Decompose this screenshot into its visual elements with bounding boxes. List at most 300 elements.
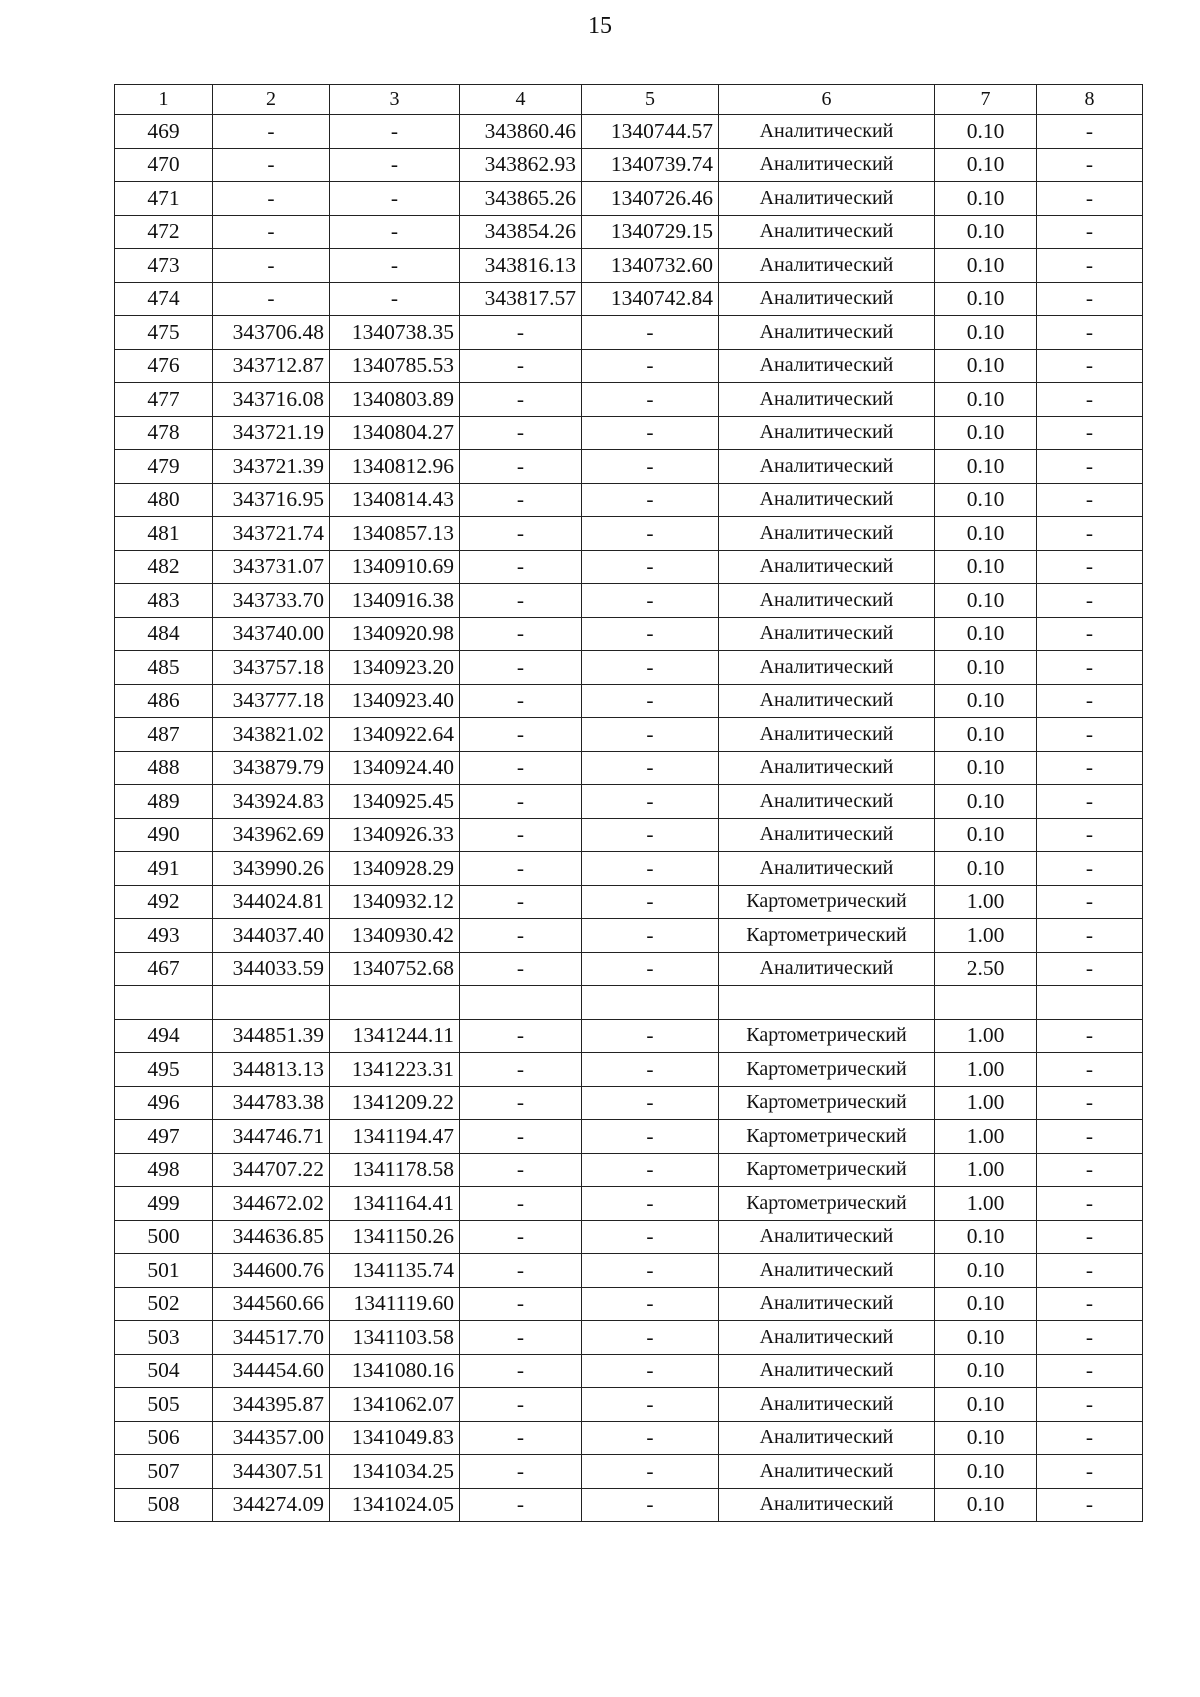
x-coordinate-cell: 343721.39 bbox=[213, 450, 330, 484]
table-row bbox=[115, 919, 1143, 953]
new-y-coordinate-cell: - bbox=[582, 584, 719, 618]
column-header-6: 6 bbox=[719, 85, 935, 115]
note-cell: - bbox=[1037, 785, 1143, 819]
note-cell: - bbox=[1037, 1187, 1143, 1221]
x-coordinate-cell: 343879.79 bbox=[213, 751, 330, 785]
y-coordinate-cell: 1341194.47 bbox=[330, 1120, 460, 1154]
x-coordinate-cell: 344851.39 bbox=[213, 1019, 330, 1053]
note-cell: - bbox=[1037, 483, 1143, 517]
new-y-coordinate-cell: - bbox=[582, 550, 719, 584]
point-number-cell: 508 bbox=[115, 1488, 213, 1522]
y-coordinate-cell: 1341209.22 bbox=[330, 1086, 460, 1120]
point-number-cell: 502 bbox=[115, 1287, 213, 1321]
new-x-coordinate-cell bbox=[460, 986, 582, 1020]
method-cell: Аналитический bbox=[719, 1388, 935, 1422]
new-x-coordinate-cell: - bbox=[460, 818, 582, 852]
table-row bbox=[115, 483, 1143, 517]
note-cell: - bbox=[1037, 1086, 1143, 1120]
y-coordinate-cell: 1341178.58 bbox=[330, 1153, 460, 1187]
point-number-cell: 467 bbox=[115, 952, 213, 986]
new-x-coordinate-cell: - bbox=[460, 852, 582, 886]
note-cell: - bbox=[1037, 416, 1143, 450]
point-number-cell: 506 bbox=[115, 1421, 213, 1455]
precision-cell: 0.10 bbox=[935, 316, 1037, 350]
method-cell: Картометрический bbox=[719, 885, 935, 919]
x-coordinate-cell: - bbox=[213, 282, 330, 316]
new-y-coordinate-cell: - bbox=[582, 1455, 719, 1489]
new-y-coordinate-cell: - bbox=[582, 651, 719, 685]
new-x-coordinate-cell: - bbox=[460, 1019, 582, 1053]
method-cell bbox=[719, 986, 935, 1020]
new-y-coordinate-cell: - bbox=[582, 684, 719, 718]
table-row bbox=[115, 1220, 1143, 1254]
precision-cell: 0.10 bbox=[935, 450, 1037, 484]
x-coordinate-cell: 343721.19 bbox=[213, 416, 330, 450]
method-cell: Аналитический bbox=[719, 651, 935, 685]
note-cell: - bbox=[1037, 584, 1143, 618]
precision-cell: 0.10 bbox=[935, 1455, 1037, 1489]
precision-cell: 0.10 bbox=[935, 182, 1037, 216]
note-cell: - bbox=[1037, 1019, 1143, 1053]
point-number-cell: 496 bbox=[115, 1086, 213, 1120]
new-x-coordinate-cell: - bbox=[460, 1354, 582, 1388]
x-coordinate-cell: 344746.71 bbox=[213, 1120, 330, 1154]
table-row bbox=[115, 1053, 1143, 1087]
y-coordinate-cell: 1341119.60 bbox=[330, 1287, 460, 1321]
new-y-coordinate-cell: 1340744.57 bbox=[582, 115, 719, 149]
y-coordinate-cell: 1340920.98 bbox=[330, 617, 460, 651]
precision-cell: 0.10 bbox=[935, 718, 1037, 752]
y-coordinate-cell: 1341244.11 bbox=[330, 1019, 460, 1053]
column-header-1: 1 bbox=[115, 85, 213, 115]
y-coordinate-cell: 1340930.42 bbox=[330, 919, 460, 953]
table-row bbox=[115, 1455, 1143, 1489]
new-x-coordinate-cell: - bbox=[460, 1455, 582, 1489]
x-coordinate-cell: 344033.59 bbox=[213, 952, 330, 986]
precision-cell: 0.10 bbox=[935, 517, 1037, 551]
table-row bbox=[115, 450, 1143, 484]
new-y-coordinate-cell: - bbox=[582, 1086, 719, 1120]
note-cell: - bbox=[1037, 1388, 1143, 1422]
table-row bbox=[115, 349, 1143, 383]
coordinates-table bbox=[114, 84, 1143, 1522]
x-coordinate-cell: 344672.02 bbox=[213, 1187, 330, 1221]
precision-cell: 0.10 bbox=[935, 1254, 1037, 1288]
note-cell: - bbox=[1037, 215, 1143, 249]
new-x-coordinate-cell: - bbox=[460, 349, 582, 383]
table-row bbox=[115, 1086, 1143, 1120]
new-x-coordinate-cell: - bbox=[460, 651, 582, 685]
method-cell: Аналитический bbox=[719, 852, 935, 886]
note-cell: - bbox=[1037, 684, 1143, 718]
new-y-coordinate-cell: 1340726.46 bbox=[582, 182, 719, 216]
point-number-cell: 487 bbox=[115, 718, 213, 752]
method-cell: Аналитический bbox=[719, 785, 935, 819]
new-x-coordinate-cell: - bbox=[460, 450, 582, 484]
new-y-coordinate-cell: - bbox=[582, 483, 719, 517]
precision-cell: 0.10 bbox=[935, 852, 1037, 886]
note-cell: - bbox=[1037, 349, 1143, 383]
method-cell: Аналитический bbox=[719, 1488, 935, 1522]
new-y-coordinate-cell: - bbox=[582, 1354, 719, 1388]
table-row bbox=[115, 1321, 1143, 1355]
method-cell: Аналитический bbox=[719, 483, 935, 517]
method-cell: Аналитический bbox=[719, 349, 935, 383]
new-y-coordinate-cell: 1340739.74 bbox=[582, 148, 719, 182]
new-x-coordinate-cell: - bbox=[460, 1053, 582, 1087]
y-coordinate-cell: - bbox=[330, 282, 460, 316]
table-row bbox=[115, 952, 1143, 986]
precision-cell: 1.00 bbox=[935, 1053, 1037, 1087]
table-row bbox=[115, 550, 1143, 584]
precision-cell: 0.10 bbox=[935, 785, 1037, 819]
y-coordinate-cell: 1340923.20 bbox=[330, 651, 460, 685]
method-cell: Аналитический bbox=[719, 517, 935, 551]
y-coordinate-cell: 1341080.16 bbox=[330, 1354, 460, 1388]
point-number-cell: 484 bbox=[115, 617, 213, 651]
new-y-coordinate-cell: 1340729.15 bbox=[582, 215, 719, 249]
method-cell: Аналитический bbox=[719, 316, 935, 350]
method-cell: Аналитический bbox=[719, 718, 935, 752]
x-coordinate-cell: 344707.22 bbox=[213, 1153, 330, 1187]
point-number-cell: 480 bbox=[115, 483, 213, 517]
new-x-coordinate-cell: - bbox=[460, 1220, 582, 1254]
point-number-cell: 477 bbox=[115, 383, 213, 417]
precision-cell: 0.10 bbox=[935, 1220, 1037, 1254]
new-y-coordinate-cell: - bbox=[582, 1153, 719, 1187]
precision-cell: 1.00 bbox=[935, 1019, 1037, 1053]
note-cell: - bbox=[1037, 751, 1143, 785]
method-cell: Аналитический bbox=[719, 952, 935, 986]
precision-cell bbox=[935, 986, 1037, 1020]
y-coordinate-cell: 1340803.89 bbox=[330, 383, 460, 417]
method-cell: Картометрический bbox=[719, 919, 935, 953]
x-coordinate-cell: 343990.26 bbox=[213, 852, 330, 886]
point-number-cell: 473 bbox=[115, 249, 213, 283]
method-cell: Аналитический bbox=[719, 1354, 935, 1388]
precision-cell: 0.10 bbox=[935, 617, 1037, 651]
point-number-cell: 501 bbox=[115, 1254, 213, 1288]
table-row bbox=[115, 1120, 1143, 1154]
note-cell: - bbox=[1037, 1455, 1143, 1489]
y-coordinate-cell: 1340922.64 bbox=[330, 718, 460, 752]
method-cell: Аналитический bbox=[719, 115, 935, 149]
y-coordinate-cell: 1340916.38 bbox=[330, 584, 460, 618]
new-y-coordinate-cell: - bbox=[582, 617, 719, 651]
x-coordinate-cell: 344037.40 bbox=[213, 919, 330, 953]
point-number-cell: 469 bbox=[115, 115, 213, 149]
table-row bbox=[115, 1187, 1143, 1221]
table-row bbox=[115, 785, 1143, 819]
y-coordinate-cell: 1340932.12 bbox=[330, 885, 460, 919]
table-row bbox=[115, 282, 1143, 316]
x-coordinate-cell: 344600.76 bbox=[213, 1254, 330, 1288]
precision-cell: 0.10 bbox=[935, 1354, 1037, 1388]
x-coordinate-cell: 344560.66 bbox=[213, 1287, 330, 1321]
point-number-cell: 495 bbox=[115, 1053, 213, 1087]
method-cell: Аналитический bbox=[719, 617, 935, 651]
new-x-coordinate-cell: - bbox=[460, 1287, 582, 1321]
precision-cell: 0.10 bbox=[935, 584, 1037, 618]
precision-cell: 0.10 bbox=[935, 148, 1037, 182]
new-x-coordinate-cell: - bbox=[460, 1120, 582, 1154]
point-number-cell: 472 bbox=[115, 215, 213, 249]
x-coordinate-cell: 343733.70 bbox=[213, 584, 330, 618]
table-header bbox=[115, 85, 1143, 115]
point-number-cell bbox=[115, 986, 213, 1020]
new-y-coordinate-cell: - bbox=[582, 751, 719, 785]
new-x-coordinate-cell: - bbox=[460, 1187, 582, 1221]
method-cell: Аналитический bbox=[719, 1220, 935, 1254]
new-y-coordinate-cell: - bbox=[582, 1488, 719, 1522]
table-row bbox=[115, 1153, 1143, 1187]
method-cell: Аналитический bbox=[719, 182, 935, 216]
x-coordinate-cell: 344357.00 bbox=[213, 1421, 330, 1455]
y-coordinate-cell bbox=[330, 986, 460, 1020]
note-cell: - bbox=[1037, 517, 1143, 551]
table-row bbox=[115, 1287, 1143, 1321]
note-cell bbox=[1037, 986, 1143, 1020]
new-y-coordinate-cell: - bbox=[582, 1388, 719, 1422]
x-coordinate-cell: 344783.38 bbox=[213, 1086, 330, 1120]
table-row bbox=[115, 617, 1143, 651]
method-cell: Аналитический bbox=[719, 1421, 935, 1455]
method-cell: Аналитический bbox=[719, 215, 935, 249]
new-y-coordinate-cell: - bbox=[582, 952, 719, 986]
new-y-coordinate-cell: - bbox=[582, 785, 719, 819]
table-row bbox=[115, 148, 1143, 182]
column-header-3: 3 bbox=[330, 85, 460, 115]
x-coordinate-cell: 344395.87 bbox=[213, 1388, 330, 1422]
note-cell: - bbox=[1037, 852, 1143, 886]
table-row bbox=[115, 215, 1143, 249]
new-y-coordinate-cell: - bbox=[582, 718, 719, 752]
method-cell: Аналитический bbox=[719, 1321, 935, 1355]
point-number-cell: 500 bbox=[115, 1220, 213, 1254]
y-coordinate-cell: 1341062.07 bbox=[330, 1388, 460, 1422]
y-coordinate-cell: 1340924.40 bbox=[330, 751, 460, 785]
point-number-cell: 492 bbox=[115, 885, 213, 919]
y-coordinate-cell: 1340928.29 bbox=[330, 852, 460, 886]
x-coordinate-cell: 343712.87 bbox=[213, 349, 330, 383]
new-y-coordinate-cell: - bbox=[582, 1019, 719, 1053]
new-y-coordinate-cell: - bbox=[582, 1321, 719, 1355]
table-row bbox=[115, 1354, 1143, 1388]
new-y-coordinate-cell: - bbox=[582, 383, 719, 417]
precision-cell: 0.10 bbox=[935, 1321, 1037, 1355]
precision-cell: 1.00 bbox=[935, 885, 1037, 919]
precision-cell: 0.10 bbox=[935, 349, 1037, 383]
column-header-7: 7 bbox=[935, 85, 1037, 115]
new-y-coordinate-cell: - bbox=[582, 885, 719, 919]
point-number-cell: 474 bbox=[115, 282, 213, 316]
x-coordinate-cell: 343962.69 bbox=[213, 818, 330, 852]
note-cell: - bbox=[1037, 383, 1143, 417]
table-row bbox=[115, 852, 1143, 886]
note-cell: - bbox=[1037, 818, 1143, 852]
table-row bbox=[115, 182, 1143, 216]
y-coordinate-cell: 1340785.53 bbox=[330, 349, 460, 383]
new-x-coordinate-cell: - bbox=[460, 684, 582, 718]
x-coordinate-cell: - bbox=[213, 249, 330, 283]
new-x-coordinate-cell: - bbox=[460, 617, 582, 651]
method-cell: Картометрический bbox=[719, 1187, 935, 1221]
x-coordinate-cell: - bbox=[213, 115, 330, 149]
x-coordinate-cell: - bbox=[213, 182, 330, 216]
new-y-coordinate-cell: - bbox=[582, 1287, 719, 1321]
precision-cell: 0.10 bbox=[935, 818, 1037, 852]
note-cell: - bbox=[1037, 282, 1143, 316]
new-x-coordinate-cell: - bbox=[460, 1153, 582, 1187]
point-number-cell: 489 bbox=[115, 785, 213, 819]
note-cell: - bbox=[1037, 651, 1143, 685]
new-y-coordinate-cell: - bbox=[582, 450, 719, 484]
x-coordinate-cell: - bbox=[213, 215, 330, 249]
precision-cell: 0.10 bbox=[935, 684, 1037, 718]
point-number-cell: 470 bbox=[115, 148, 213, 182]
method-cell: Картометрический bbox=[719, 1153, 935, 1187]
note-cell: - bbox=[1037, 115, 1143, 149]
x-coordinate-cell: 343757.18 bbox=[213, 651, 330, 685]
header-row bbox=[115, 85, 1143, 115]
note-cell: - bbox=[1037, 952, 1143, 986]
new-y-coordinate-cell: - bbox=[582, 1120, 719, 1154]
y-coordinate-cell: 1340738.35 bbox=[330, 316, 460, 350]
method-cell: Аналитический bbox=[719, 818, 935, 852]
new-y-coordinate-cell: - bbox=[582, 1053, 719, 1087]
table-row bbox=[115, 316, 1143, 350]
precision-cell: 0.10 bbox=[935, 1421, 1037, 1455]
new-y-coordinate-cell: - bbox=[582, 1220, 719, 1254]
column-header-5: 5 bbox=[582, 85, 719, 115]
precision-cell: 0.10 bbox=[935, 1388, 1037, 1422]
new-x-coordinate-cell: 343865.26 bbox=[460, 182, 582, 216]
y-coordinate-cell: 1340814.43 bbox=[330, 483, 460, 517]
column-header-2: 2 bbox=[213, 85, 330, 115]
new-x-coordinate-cell: - bbox=[460, 550, 582, 584]
table-row bbox=[115, 885, 1143, 919]
precision-cell: 0.10 bbox=[935, 1287, 1037, 1321]
new-y-coordinate-cell: 1340732.60 bbox=[582, 249, 719, 283]
precision-cell: 0.10 bbox=[935, 1488, 1037, 1522]
table-row bbox=[115, 517, 1143, 551]
method-cell: Аналитический bbox=[719, 450, 935, 484]
note-cell: - bbox=[1037, 148, 1143, 182]
point-number-cell: 479 bbox=[115, 450, 213, 484]
new-y-coordinate-cell: - bbox=[582, 517, 719, 551]
new-x-coordinate-cell: - bbox=[460, 1321, 582, 1355]
new-x-coordinate-cell: - bbox=[460, 316, 582, 350]
method-cell: Аналитический bbox=[719, 383, 935, 417]
table-row bbox=[115, 751, 1143, 785]
x-coordinate-cell: 343740.00 bbox=[213, 617, 330, 651]
table-row bbox=[115, 718, 1143, 752]
precision-cell: 0.10 bbox=[935, 416, 1037, 450]
x-coordinate-cell: 343924.83 bbox=[213, 785, 330, 819]
table-row bbox=[115, 115, 1143, 149]
point-number-cell: 488 bbox=[115, 751, 213, 785]
new-x-coordinate-cell: - bbox=[460, 952, 582, 986]
table-row bbox=[115, 1019, 1143, 1053]
precision-cell: 0.10 bbox=[935, 751, 1037, 785]
method-cell: Картометрический bbox=[719, 1053, 935, 1087]
precision-cell: 0.10 bbox=[935, 115, 1037, 149]
table-body bbox=[115, 115, 1143, 1522]
point-number-cell: 471 bbox=[115, 182, 213, 216]
point-number-cell: 493 bbox=[115, 919, 213, 953]
y-coordinate-cell: - bbox=[330, 249, 460, 283]
y-coordinate-cell: - bbox=[330, 115, 460, 149]
y-coordinate-cell: 1341024.05 bbox=[330, 1488, 460, 1522]
note-cell: - bbox=[1037, 919, 1143, 953]
x-coordinate-cell: 344517.70 bbox=[213, 1321, 330, 1355]
point-number-cell: 503 bbox=[115, 1321, 213, 1355]
y-coordinate-cell: 1341223.31 bbox=[330, 1053, 460, 1087]
new-x-coordinate-cell: 343817.57 bbox=[460, 282, 582, 316]
y-coordinate-cell: 1341164.41 bbox=[330, 1187, 460, 1221]
table-row bbox=[115, 383, 1143, 417]
new-x-coordinate-cell: 343816.13 bbox=[460, 249, 582, 283]
column-header-4: 4 bbox=[460, 85, 582, 115]
y-coordinate-cell: 1340910.69 bbox=[330, 550, 460, 584]
note-cell: - bbox=[1037, 1287, 1143, 1321]
new-x-coordinate-cell: - bbox=[460, 517, 582, 551]
x-coordinate-cell: 344274.09 bbox=[213, 1488, 330, 1522]
note-cell: - bbox=[1037, 1153, 1143, 1187]
new-x-coordinate-cell: - bbox=[460, 751, 582, 785]
note-cell: - bbox=[1037, 1421, 1143, 1455]
note-cell: - bbox=[1037, 450, 1143, 484]
method-cell: Аналитический bbox=[719, 1254, 935, 1288]
y-coordinate-cell: - bbox=[330, 148, 460, 182]
precision-cell: 0.10 bbox=[935, 483, 1037, 517]
new-x-coordinate-cell: - bbox=[460, 1421, 582, 1455]
precision-cell: 0.10 bbox=[935, 383, 1037, 417]
y-coordinate-cell: 1340812.96 bbox=[330, 450, 460, 484]
method-cell: Аналитический bbox=[719, 1455, 935, 1489]
table-row bbox=[115, 1488, 1143, 1522]
y-coordinate-cell: 1340857.13 bbox=[330, 517, 460, 551]
new-y-coordinate-cell: 1340742.84 bbox=[582, 282, 719, 316]
new-y-coordinate-cell: - bbox=[582, 416, 719, 450]
note-cell: - bbox=[1037, 1488, 1143, 1522]
x-coordinate-cell: 344307.51 bbox=[213, 1455, 330, 1489]
note-cell: - bbox=[1037, 1354, 1143, 1388]
table-row bbox=[115, 986, 1143, 1020]
precision-cell: 1.00 bbox=[935, 1120, 1037, 1154]
new-y-coordinate-cell: - bbox=[582, 349, 719, 383]
method-cell: Аналитический bbox=[719, 148, 935, 182]
new-y-coordinate-cell: - bbox=[582, 818, 719, 852]
precision-cell: 0.10 bbox=[935, 215, 1037, 249]
method-cell: Картометрический bbox=[719, 1019, 935, 1053]
table-row bbox=[115, 684, 1143, 718]
table-row bbox=[115, 249, 1143, 283]
new-y-coordinate-cell: - bbox=[582, 1421, 719, 1455]
new-y-coordinate-cell: - bbox=[582, 1254, 719, 1288]
new-x-coordinate-cell: - bbox=[460, 483, 582, 517]
note-cell: - bbox=[1037, 182, 1143, 216]
y-coordinate-cell: 1341049.83 bbox=[330, 1421, 460, 1455]
new-y-coordinate-cell bbox=[582, 986, 719, 1020]
method-cell: Аналитический bbox=[719, 249, 935, 283]
x-coordinate-cell: 343721.74 bbox=[213, 517, 330, 551]
method-cell: Картометрический bbox=[719, 1120, 935, 1154]
y-coordinate-cell: 1341150.26 bbox=[330, 1220, 460, 1254]
page-number: 15 bbox=[588, 13, 612, 39]
method-cell: Аналитический bbox=[719, 550, 935, 584]
point-number-cell: 486 bbox=[115, 684, 213, 718]
